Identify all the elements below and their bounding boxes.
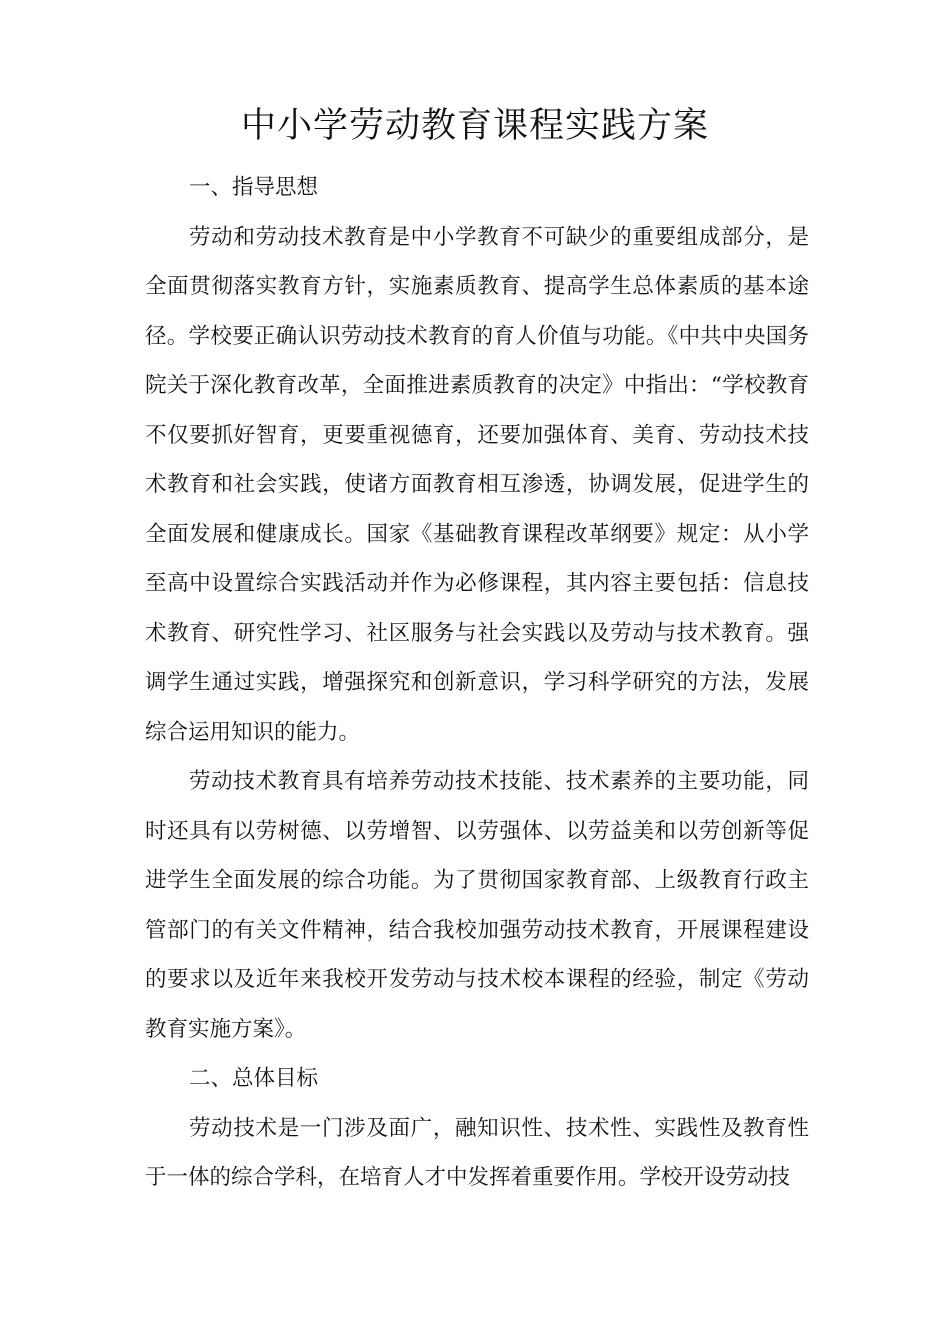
section-heading-overall-goals: 二、总体目标 <box>189 1066 319 1091</box>
section-heading-guiding-ideology: 一、指导思想 <box>189 175 319 200</box>
paragraph-guiding-ideology-1: 劳动和劳动技术教育是中小学教育不可缺少的重要组成部分，是全面贯彻落实教育方针，实施素质教育、提高学生总体素质的基本途径。学校要正确认识劳动技术教育的育人价值与功能。《中共中央国务院关于深化教育改革，全面推进素质教育的决定》中指出：“学校教育不仅要抓好智育，更要重视德育，还要加强体育、美育、劳动技术技术教育和社会实践，使诸方面教育相互渗透，协调发展，促进学生的全面发展和健康成长。国家《基础教育课程改革纲要》规定：从小学至高中设置综合实践活动并作为必修课程，其内容主要包括：信息技术教育、研究性学习、社区服务与社会实践以及劳动与技术教育。强调学生通过实践，增强探究和创新意识，学习科学研究的方法，发展综合运用知识的能力。 <box>145 224 809 745</box>
paragraph-guiding-ideology-2: 劳动技术教育具有培养劳动技术技能、技术素养的主要功能，同时还具有以劳树德、以劳增智、以劳强体、以劳益美和以劳创新等促进学生全面发展的综合功能。为了贯彻国家教育部、上级教育行政主管部门的有关文件精神，结合我校加强劳动技术教育，开展课程建设的要求以及近年来我校开发劳动与技术校本课程的经验，制定《劳动教育实施方案》。 <box>145 769 809 1042</box>
document-body <box>145 163 809 1203</box>
document-title: 中小学劳动教育课程实践方案 <box>240 106 709 146</box>
paragraph-overall-goals-1: 劳动技术是一门涉及面广，融知识性、技术性、实践性及教育性于一体的综合学科，在培育人才中发挥着重要作用。学校开设劳动技 <box>145 1115 809 1190</box>
